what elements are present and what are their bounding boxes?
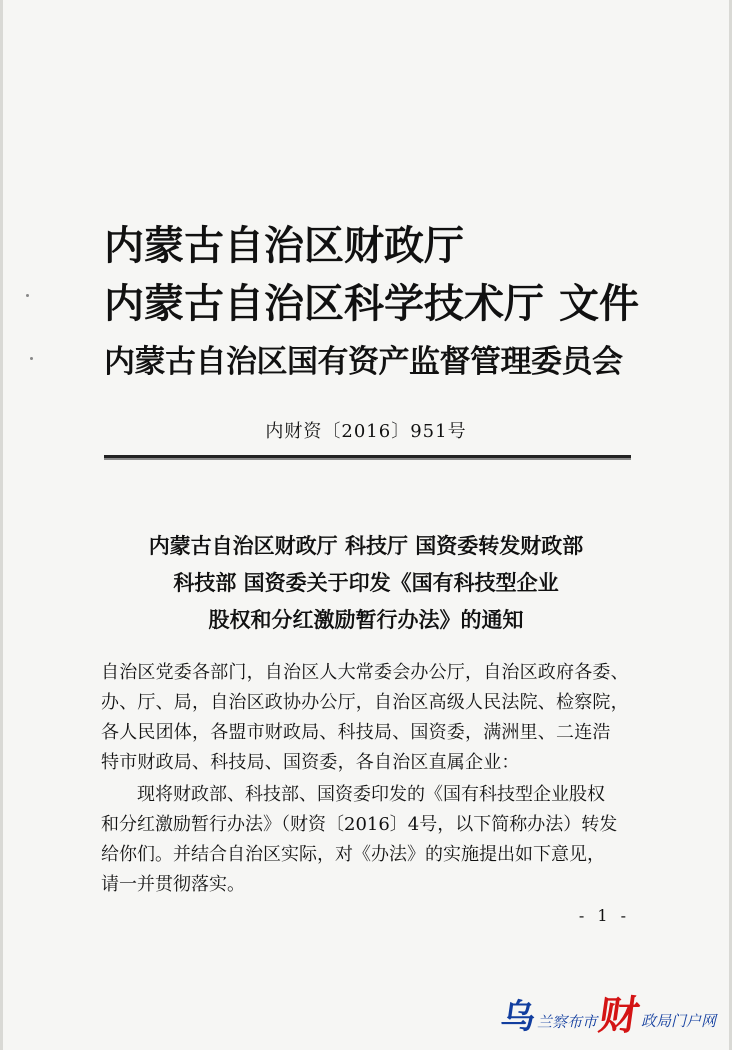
recipient-line: 自治区党委各部门，自治区人大常委会办公厅，自治区政府各委、 <box>101 662 629 683</box>
body-line: 现将财政部、科技部、国资委印发的《国有科技型企业股权 <box>137 784 605 805</box>
issuing-org-science: 内蒙古自治区科学技术厅 <box>104 280 544 327</box>
forwarding-paragraph <box>101 780 633 900</box>
document-type-label: 文件 <box>559 280 639 327</box>
notice-title <box>126 527 606 638</box>
issuing-organizations <box>104 214 684 404</box>
recipient-line: 办、厅、局，自治区政协办公厅，自治区高级人民法院、检察院， <box>101 692 629 713</box>
notice-title-line: 内蒙古自治区财政厅 科技厅 国资委转发财政部 <box>148 533 584 558</box>
header-divider <box>104 455 631 458</box>
watermark-portal-name: 政局门户网 <box>640 1012 716 1030</box>
issuing-org-assets: 内蒙古自治区国有资产监督管理委员会 <box>104 344 623 380</box>
issuing-org-finance: 内蒙古自治区财政厅 <box>104 222 464 269</box>
watermark-city: 兰察布市 <box>536 1013 597 1031</box>
scan-speck <box>26 294 29 297</box>
notice-body <box>101 658 633 900</box>
recipient-line: 各人民团体，各盟市财政局、科技局、国资委，满洲里、二连浩 <box>101 722 611 743</box>
body-line: 给你们。并结合自治区实际，对《办法》的实施提出如下意见， <box>101 844 605 865</box>
body-line: 和分红激励暂行办法》（财资〔2016〕4号，以下简称办法）转发 <box>101 814 618 835</box>
notice-title-line: 股权和分红激励暂行办法》的通知 <box>208 607 524 632</box>
left-page-edge <box>0 0 3 1050</box>
page-number: - 1 - <box>578 906 630 925</box>
document-number: 内财资〔2016〕951号 <box>265 421 467 442</box>
portal-watermark <box>498 993 716 1039</box>
recipient-list <box>101 658 633 778</box>
watermark-mark: 乌 <box>498 997 538 1037</box>
scan-speck <box>30 357 33 360</box>
notice-title-line: 科技部 国资委关于印发《国有科技型企业 <box>173 570 559 595</box>
watermark-highlight: 财 <box>595 993 643 1039</box>
recipient-line: 特市财政局、科技局、国资委，各自治区直属企业： <box>101 752 520 773</box>
body-line: 请一并贯彻落实。 <box>101 874 245 895</box>
